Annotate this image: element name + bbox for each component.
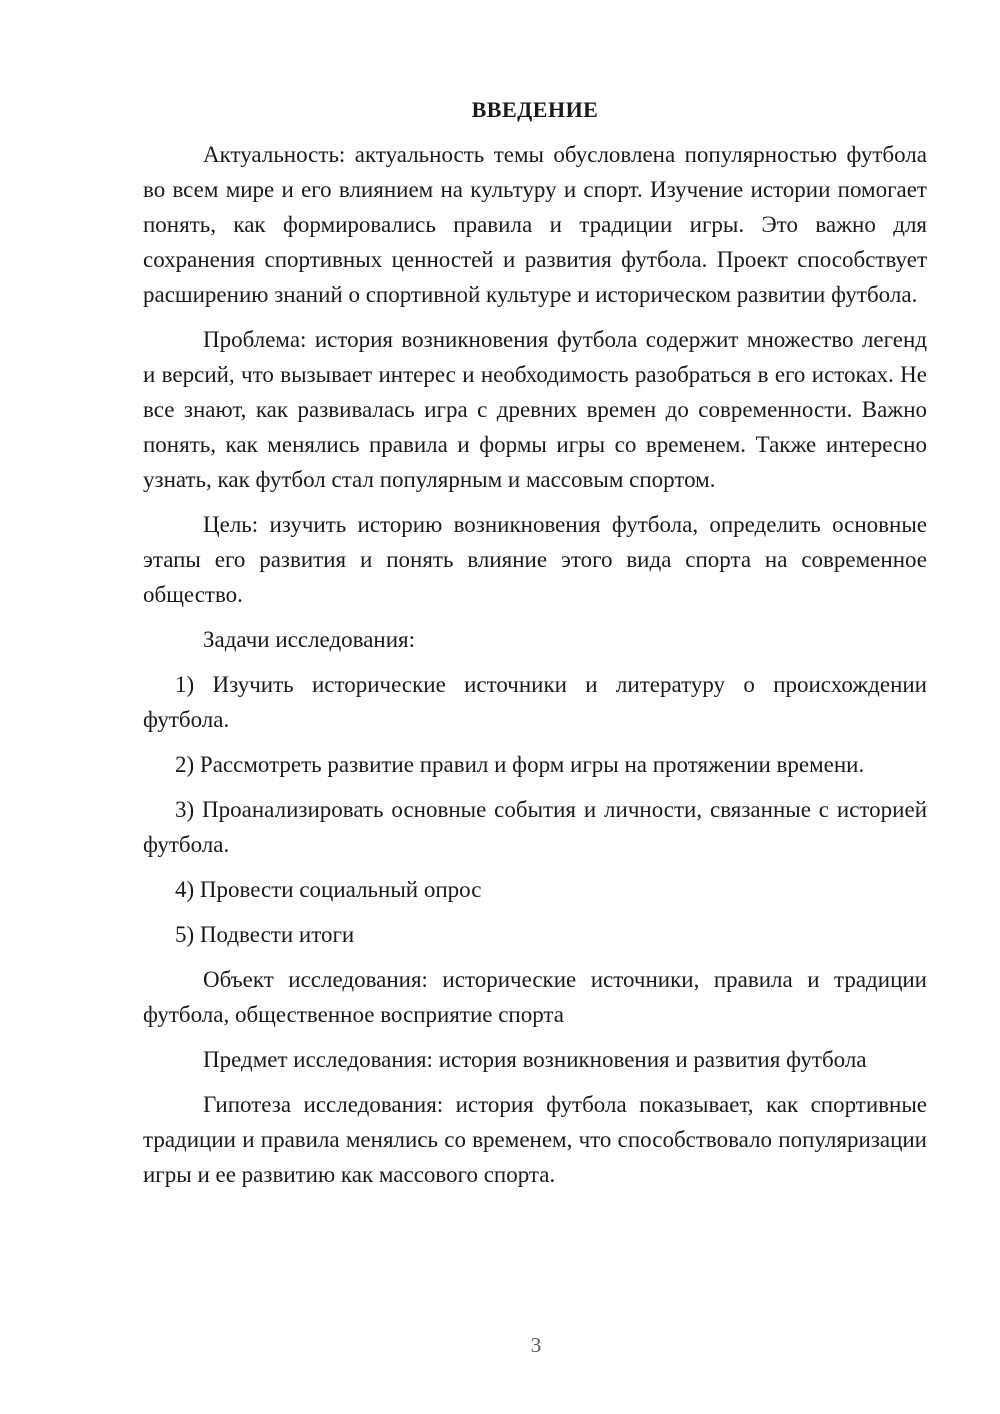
tasks-title: Задачи исследования: [203, 627, 416, 652]
page-number: 3 [530, 1333, 542, 1357]
task-item: 3) Проанализировать основные события и личности, связанные с историей футбола. [143, 797, 927, 857]
section-heading: ВВЕДЕНИЕ [471, 97, 599, 122]
page-content [143, 92, 927, 1202]
problem-paragraph: Проблема: история возникновения футбола содержит множество легенд и версий, что вызывает интерес и необходимость разобраться в его истоках. Не все знают, как развивалась игра с древних времен до современности. Важно понять, как менялись правила и формы игры со временем. Также интересно узнать, как футбол стал популярным и массовым спортом. [143, 327, 927, 492]
subject-paragraph: Предмет исследования: история возникновения и развития футбола [203, 1047, 867, 1072]
task-item: 2) Рассмотреть развитие правил и форм игры на протяжении времени. [175, 752, 865, 777]
task-item: 1) Изучить исторические источники и литературу о происхождении футбола. [143, 672, 927, 732]
task-item: 4) Провести социальный опрос [175, 877, 482, 902]
object-paragraph: Объект исследования: исторические источники, правила и традиции футбола, общественное восприятие спорта [143, 967, 927, 1027]
relevance-paragraph: Актуальность: актуальность темы обусловлена популярностью футбола во всем мире и его влиянием на культуру и спорт. Изучение истории помогает понять, как формировались правила и традиции игры. Это важно для сохранения спортивных ценностей и развития футбола. Проект способствует расширению знаний о спортивной культуре и историческом развитии футбола. [143, 142, 927, 307]
hypothesis-paragraph: Гипотеза исследования: история футбола показывает, как спортивные традиции и правила менялись со временем, что способствовало популяризации игры и ее развитию как массового спорта. [143, 1092, 927, 1187]
goal-paragraph: Цель: изучить историю возникновения футбола, определить основные этапы его развития и понять влияние этого вида спорта на современное общество. [143, 512, 927, 607]
task-item: 5) Подвести итоги [175, 922, 355, 947]
